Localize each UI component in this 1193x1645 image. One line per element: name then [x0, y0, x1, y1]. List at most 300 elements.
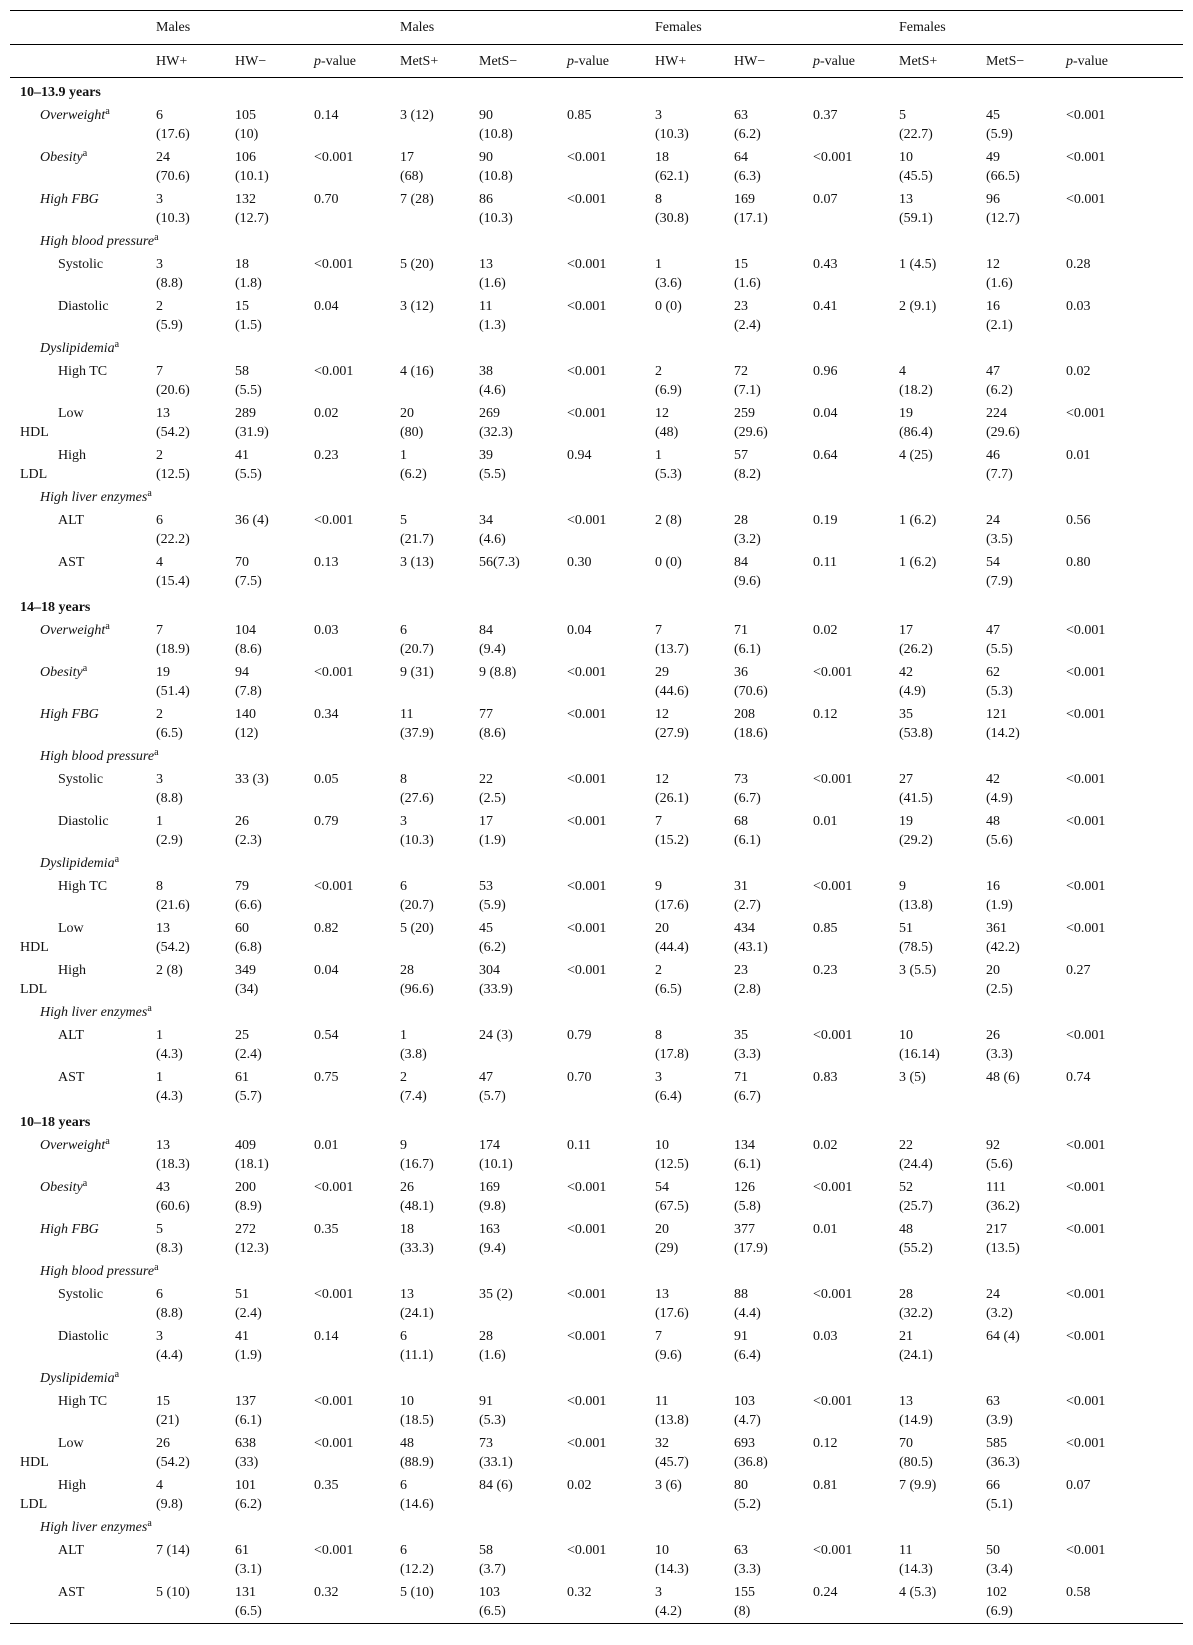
value-line: 126 — [734, 1180, 755, 1195]
value-line: 0.14 — [314, 108, 339, 123]
value-cell — [314, 810, 400, 852]
value-cell — [986, 703, 1066, 745]
value-line: <0.001 — [567, 814, 607, 829]
value-line: 269 — [479, 406, 500, 421]
value-line: 1 — [655, 448, 662, 463]
value-cell — [567, 360, 655, 402]
value-cell — [655, 768, 734, 810]
row-label-text: High TC — [58, 879, 108, 894]
value-line: (2.4) — [235, 1306, 262, 1321]
value-cell — [813, 619, 899, 661]
value-line: 35 — [734, 1028, 748, 1043]
footnote-marker: a — [82, 148, 88, 159]
value-cell — [479, 402, 567, 444]
value-line: 10 — [899, 1028, 914, 1043]
value-cell — [314, 1176, 400, 1218]
row-label — [10, 959, 156, 1001]
value-line: 5 (20) — [400, 257, 434, 272]
value-line: (5.6) — [986, 833, 1013, 848]
value-cell — [567, 1539, 655, 1581]
value-cell — [156, 146, 235, 188]
value-line: (1.6) — [986, 276, 1013, 291]
table-row — [10, 188, 1183, 230]
value-cell — [314, 1218, 400, 1260]
value-line: 63 — [734, 1543, 748, 1558]
value-cell — [567, 917, 655, 959]
value-line: 9 — [655, 879, 662, 894]
value-line: (5.9) — [479, 898, 506, 913]
value-line: 1 (4.5) — [899, 257, 937, 272]
value-line: (3.6) — [655, 276, 682, 291]
value-cell — [899, 1024, 986, 1066]
value-line: 103 — [734, 1394, 755, 1409]
value-line: 0.80 — [1066, 555, 1091, 570]
value-line: 45 — [479, 921, 493, 936]
value-cell — [1066, 402, 1183, 444]
table-row — [10, 253, 1183, 295]
value-cell — [813, 768, 899, 810]
value-line: <0.001 — [567, 879, 607, 894]
value-line: <0.001 — [567, 665, 607, 680]
value-line: 6 — [156, 108, 163, 123]
value-line: 3 — [156, 1329, 163, 1344]
value-line: 0.11 — [567, 1138, 591, 1153]
table-row — [10, 1283, 1183, 1325]
value-line: 0.12 — [813, 1436, 838, 1451]
value-line: (5.8) — [734, 1199, 761, 1214]
value-line: 0.02 — [567, 1478, 592, 1493]
group-header-males-hw: Males — [156, 11, 400, 45]
row-label — [10, 253, 156, 295]
value-line: 0.82 — [314, 921, 339, 936]
value-line: 272 — [235, 1222, 256, 1237]
row-label — [10, 486, 1183, 509]
value-cell — [986, 1390, 1066, 1432]
value-line: 13 — [899, 1394, 914, 1409]
value-cell — [734, 253, 813, 295]
value-line: <0.001 — [1066, 1222, 1106, 1237]
value-line: 91 — [734, 1329, 748, 1344]
value-cell — [314, 1539, 400, 1581]
value-cell — [655, 1176, 734, 1218]
value-cell — [314, 661, 400, 703]
value-cell — [314, 509, 400, 551]
value-line: 2 — [156, 448, 163, 463]
value-cell — [655, 1066, 734, 1108]
value-cell — [567, 959, 655, 1001]
row-label-text: Obesity — [40, 150, 83, 165]
p-italic: p — [1066, 54, 1074, 69]
row-label-text: Obesity — [40, 1180, 83, 1195]
value-line: 64 — [734, 150, 748, 165]
table-row — [10, 1390, 1183, 1432]
value-line: (5.3) — [986, 684, 1013, 699]
value-line: <0.001 — [314, 879, 354, 894]
row-label — [10, 1218, 156, 1260]
value-cell — [734, 875, 813, 917]
value-line: 84 — [479, 623, 493, 638]
value-line: <0.001 — [813, 879, 853, 894]
value-line: 7 — [655, 623, 662, 638]
row-label-text: Overweight — [40, 108, 106, 123]
table-row — [10, 703, 1183, 745]
value-cell — [1066, 1283, 1183, 1325]
group-header-row — [10, 11, 1183, 45]
value-cell — [734, 1176, 813, 1218]
row-label — [10, 295, 156, 337]
value-line: (5.9) — [156, 318, 183, 333]
value-cell — [400, 253, 479, 295]
value-line: (7.4) — [400, 1089, 427, 1104]
table-row — [10, 1539, 1183, 1581]
value-line: <0.001 — [813, 1394, 853, 1409]
value-cell — [813, 360, 899, 402]
value-line: 15 — [734, 257, 748, 272]
row-label-text: Diastolic — [58, 299, 109, 314]
value-cell — [314, 146, 400, 188]
value-line: (3.7) — [479, 1562, 506, 1577]
value-line: 7 — [156, 623, 163, 638]
value-cell — [655, 661, 734, 703]
value-cell — [655, 360, 734, 402]
value-line: (9.8) — [156, 1497, 183, 1512]
value-line: <0.001 — [314, 513, 354, 528]
value-line: 27 — [899, 772, 914, 787]
value-cell — [235, 810, 314, 852]
column-header: HW− — [734, 54, 766, 69]
value-line: 45 — [986, 108, 1001, 123]
row-label — [10, 875, 156, 917]
footnote-marker: a — [154, 747, 159, 758]
value-line: (6.5) — [156, 726, 183, 741]
value-cell — [734, 188, 813, 230]
value-cell — [1066, 1474, 1183, 1516]
value-cell — [314, 1474, 400, 1516]
value-line: <0.001 — [1066, 1138, 1106, 1153]
value-cell — [479, 1432, 567, 1474]
value-line: 0.37 — [813, 108, 838, 123]
value-line: (88.9) — [400, 1455, 434, 1470]
value-cell — [156, 1432, 235, 1474]
value-line: <0.001 — [314, 1543, 354, 1558]
value-cell — [734, 959, 813, 1001]
value-line: 0.01 — [813, 814, 838, 829]
value-line: 34 — [479, 513, 493, 528]
value-line: 20 — [655, 921, 669, 936]
row-label-text: Systolic — [58, 257, 104, 272]
value-line: (16.14) — [899, 1047, 940, 1062]
value-line: (43.1) — [734, 940, 768, 955]
value-cell — [314, 959, 400, 1001]
value-line: <0.001 — [1066, 1180, 1106, 1195]
value-cell — [1066, 703, 1183, 745]
value-line: <0.001 — [567, 364, 607, 379]
value-line: (36.8) — [734, 1455, 768, 1470]
value-line: 0.03 — [813, 1329, 838, 1344]
value-line: 73 — [479, 1436, 493, 1451]
value-line: 24 — [986, 1287, 1001, 1302]
value-line: 56(7.3) — [479, 555, 520, 570]
value-cell — [813, 810, 899, 852]
value-line: (6.8) — [235, 940, 262, 955]
value-line: (36.3) — [986, 1455, 1020, 1470]
value-line: (5.7) — [479, 1089, 506, 1104]
value-line: 90 — [479, 108, 493, 123]
value-cell — [813, 1218, 899, 1260]
value-line: (4.3) — [156, 1089, 183, 1104]
value-line: 80 — [734, 1478, 748, 1493]
value-line: 0.04 — [314, 299, 339, 314]
value-cell — [479, 188, 567, 230]
section-title: 14–18 years — [20, 600, 91, 615]
footnote-marker: a — [147, 1003, 152, 1014]
value-line: 9 — [899, 879, 907, 894]
value-line: 43 — [156, 1180, 170, 1195]
value-line: 0.07 — [1066, 1478, 1091, 1493]
value-cell — [479, 1325, 567, 1367]
value-cell — [479, 1024, 567, 1066]
value-line: (6.7) — [734, 791, 761, 806]
footnote-marker: a — [154, 1262, 159, 1273]
subgroup-header-row — [10, 337, 1183, 360]
value-cell — [899, 402, 986, 444]
row-label — [10, 1024, 156, 1066]
value-line: (9.8) — [479, 1199, 506, 1214]
value-line: <0.001 — [567, 406, 607, 421]
value-cell — [986, 768, 1066, 810]
value-line: 24 (3) — [479, 1028, 513, 1043]
subgroup-header-row — [10, 745, 1183, 768]
value-cell — [400, 1539, 479, 1581]
value-line: 72 — [734, 364, 748, 379]
value-line: 33 (3) — [235, 772, 269, 787]
value-cell — [734, 1066, 813, 1108]
value-line: (2.4) — [734, 318, 761, 333]
value-line: 77 — [479, 707, 493, 722]
value-line: 24 — [156, 150, 170, 165]
value-line: (10.3) — [156, 211, 190, 226]
value-cell — [479, 1581, 567, 1624]
value-cell — [1066, 1581, 1183, 1624]
value-line: (21.6) — [156, 898, 190, 913]
value-cell — [156, 1134, 235, 1176]
value-cell — [899, 768, 986, 810]
row-label-text: Overweight — [40, 1138, 106, 1153]
value-cell — [986, 444, 1066, 486]
value-line: 39 — [479, 448, 493, 463]
value-line: (9.6) — [734, 574, 761, 589]
value-cell — [567, 104, 655, 146]
value-cell — [986, 875, 1066, 917]
value-line: 2 — [156, 707, 163, 722]
value-line: 15 — [156, 1394, 170, 1409]
value-line: 0.74 — [1066, 1070, 1091, 1085]
value-line: (55.2) — [899, 1241, 933, 1256]
value-line: (48.1) — [400, 1199, 434, 1214]
value-line: 13 — [156, 406, 170, 421]
table-row — [10, 810, 1183, 852]
value-line: <0.001 — [1066, 1436, 1106, 1451]
value-cell — [1066, 551, 1183, 593]
value-line: (11.1) — [400, 1348, 434, 1363]
value-cell — [813, 1474, 899, 1516]
value-cell — [156, 444, 235, 486]
subgroup-header-row — [10, 1367, 1183, 1390]
value-line: (45.7) — [655, 1455, 689, 1470]
value-line: (2.5) — [986, 982, 1013, 997]
value-cell — [156, 1325, 235, 1367]
value-line: 70 — [899, 1436, 914, 1451]
value-line: (44.4) — [655, 940, 689, 955]
value-line: 693 — [734, 1436, 755, 1451]
value-cell — [1066, 360, 1183, 402]
value-line: 2 (8) — [156, 963, 183, 978]
footnote-marker: a — [105, 1136, 110, 1147]
footnote-marker: a — [114, 854, 120, 865]
footnote-marker: a — [154, 232, 159, 243]
value-cell — [156, 1024, 235, 1066]
value-cell — [986, 1283, 1066, 1325]
value-cell — [314, 360, 400, 402]
value-line: 1 — [156, 1028, 163, 1043]
column-header: MetS+ — [400, 54, 439, 69]
value-line: 8 — [156, 879, 163, 894]
value-cell — [655, 875, 734, 917]
value-line: (8.2) — [734, 467, 761, 482]
value-cell — [314, 1432, 400, 1474]
value-line: 0.96 — [813, 364, 838, 379]
value-line: 26 — [400, 1180, 414, 1195]
value-line: 409 — [235, 1138, 256, 1153]
value-line: 0.54 — [314, 1028, 339, 1043]
value-cell — [314, 444, 400, 486]
row-label-text: High FBG — [40, 192, 99, 207]
value-line: 0.23 — [314, 448, 339, 463]
value-line: <0.001 — [1066, 707, 1106, 722]
value-line: (80.5) — [899, 1455, 933, 1470]
value-line: 111 — [986, 1180, 1006, 1195]
results-table — [10, 10, 1183, 1624]
row-label-text: High TC — [58, 364, 108, 379]
value-cell — [156, 1474, 235, 1516]
value-line: 17 — [400, 150, 414, 165]
value-line: <0.001 — [813, 150, 853, 165]
value-line: 12 — [655, 707, 669, 722]
value-line: 8 — [655, 192, 662, 207]
row-label-text: AST — [58, 555, 85, 570]
section-header-row — [10, 593, 1183, 619]
value-line: (34) — [235, 982, 259, 997]
row-label — [10, 230, 1183, 253]
value-line: 16 — [986, 299, 1001, 314]
value-line: 224 — [986, 406, 1008, 421]
value-line: 0.34 — [314, 707, 339, 722]
value-cell — [813, 188, 899, 230]
value-cell — [1066, 917, 1183, 959]
value-line: (33) — [235, 1455, 259, 1470]
value-line: (8.9) — [235, 1199, 262, 1214]
value-cell — [1066, 253, 1183, 295]
value-line: 20 — [655, 1222, 669, 1237]
row-label — [10, 1176, 156, 1218]
value-line: (18.1) — [235, 1157, 269, 1172]
value-line: 169 — [479, 1180, 500, 1195]
value-line: (4.7) — [734, 1413, 761, 1428]
table-row — [10, 444, 1183, 486]
value-cell — [314, 551, 400, 593]
row-label-text: Obesity — [40, 665, 83, 680]
value-cell — [986, 1581, 1066, 1624]
value-cell — [479, 295, 567, 337]
value-line: (22.2) — [156, 532, 190, 547]
value-line: 5 — [899, 108, 907, 123]
value-cell — [813, 959, 899, 1001]
value-line: 3 (5) — [899, 1070, 926, 1085]
value-cell — [400, 1218, 479, 1260]
value-cell — [479, 360, 567, 402]
value-line: <0.001 — [567, 299, 607, 314]
value-line: 0.79 — [567, 1028, 592, 1043]
value-line: (6.9) — [986, 1604, 1013, 1619]
value-line: 103 — [479, 1585, 500, 1600]
footnote-marker: a — [147, 1518, 152, 1529]
value-cell — [400, 1390, 479, 1432]
value-cell — [655, 1325, 734, 1367]
value-line: (8.6) — [479, 726, 506, 741]
value-cell — [1066, 104, 1183, 146]
value-cell — [400, 959, 479, 1001]
row-label-text: AST — [58, 1070, 85, 1085]
value-line: <0.001 — [567, 1394, 607, 1409]
value-line: 50 — [986, 1543, 1001, 1558]
row-label-line1: High — [58, 963, 86, 978]
value-line: (6.9) — [655, 383, 682, 398]
value-line: 21 — [899, 1329, 914, 1344]
value-line: (14.9) — [899, 1413, 933, 1428]
value-line: <0.001 — [567, 707, 607, 722]
value-line: 28 — [734, 513, 748, 528]
value-cell — [734, 360, 813, 402]
value-cell — [1066, 810, 1183, 852]
value-line: 25 — [235, 1028, 249, 1043]
value-cell — [479, 1283, 567, 1325]
value-line: (10.3) — [479, 211, 513, 226]
value-line: (9.4) — [479, 1241, 506, 1256]
value-line: (6.6) — [235, 898, 262, 913]
value-line: 15 — [235, 299, 249, 314]
row-label-text: Overweight — [40, 623, 106, 638]
value-line: 10 — [655, 1138, 669, 1153]
value-line: (2.3) — [235, 833, 262, 848]
column-header: HW− — [235, 54, 267, 69]
value-cell — [567, 1283, 655, 1325]
value-cell — [235, 509, 314, 551]
value-line: <0.001 — [813, 772, 853, 787]
value-cell — [899, 1176, 986, 1218]
value-cell — [479, 1474, 567, 1516]
value-line: 61 — [235, 1070, 249, 1085]
value-cell — [813, 1581, 899, 1624]
value-cell — [479, 104, 567, 146]
value-cell — [235, 619, 314, 661]
value-cell — [400, 146, 479, 188]
value-cell — [813, 1390, 899, 1432]
corner-cell-2 — [10, 45, 156, 78]
value-line: 47 — [479, 1070, 493, 1085]
value-line: (5.5) — [235, 467, 262, 482]
column-header: p-value — [1066, 54, 1108, 69]
value-line: (21) — [156, 1413, 180, 1428]
